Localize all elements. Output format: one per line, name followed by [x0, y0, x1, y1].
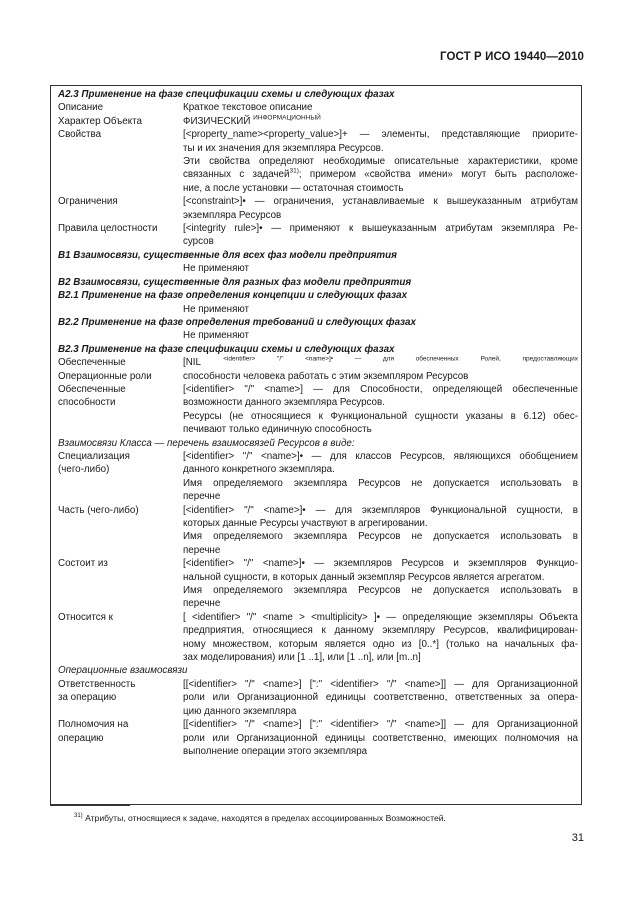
value-line: Имя определяемого экземпляра Ресурсов не допускается использовать в	[183, 477, 578, 489]
row-value	[183, 303, 578, 316]
document-code: ГОСТ Р ИСО 19440—2010	[439, 51, 584, 63]
value-line: [<identifier> "/" <name>]• — экземпляров Ресурсов и экземпляров Функцио-	[183, 558, 578, 570]
value-line: Эти свойства определяют необходимые описательные характеристики, кроме	[183, 156, 578, 168]
value-line: возможности данного экземпляра Ресурсов.	[183, 397, 385, 409]
subsection-caption: Взаимосвязи Класса — перечень взаимосвязей Ресурсов в виде:	[58, 437, 355, 449]
row-label	[58, 410, 183, 437]
value-line: [<constraint>]• — ограничения, устанавливаемые к вышеуказанным атрибутам	[183, 196, 578, 208]
value-line: которых данные Ресурсы участвуют в агрегировании.	[183, 518, 428, 529]
value-line: нальной сущности, в которых данный экземпляр Ресурсов является агрегатом.	[183, 571, 545, 583]
section-heading: В2.1 Применение на фазе определения концепции и следующих фазах	[58, 290, 408, 302]
row-value	[183, 195, 578, 222]
value-line: Имя определяемого экземпляра Ресурсов не допускается использовать в	[183, 531, 578, 543]
row-label: Описание	[58, 102, 104, 114]
footnote-ref: ИНФОРМАЦИОННЫЙ	[253, 114, 321, 122]
row-value	[183, 530, 578, 557]
row-value	[183, 329, 578, 342]
value-line: ному множеством, которым является одно из [0..*] (только на начальных фа-	[183, 638, 578, 650]
value-line: [NIL $^{<identifier> "/" <name>]• — для обеспеченных Ролей, предоставляющих}$	[183, 355, 578, 369]
table-row	[58, 222, 578, 249]
row-label: Относится к	[58, 611, 113, 623]
table-row	[58, 356, 578, 383]
row-label	[58, 303, 183, 316]
footnote-divider	[50, 805, 130, 806]
row-value	[183, 557, 578, 584]
table-row	[58, 410, 578, 437]
row-label	[58, 262, 183, 275]
table-row	[58, 128, 578, 155]
row-value	[183, 262, 578, 275]
table-row	[58, 678, 578, 718]
footnote-ref: 31)	[289, 168, 299, 176]
value-line: экземпляра Ресурсов	[183, 209, 282, 221]
value-line: [ <identifier> "/" <name > <multiplicity> ]• — определяющие экземпляры Объекта	[183, 611, 578, 623]
row-value	[183, 718, 578, 758]
table-row	[58, 101, 578, 114]
footnote	[74, 813, 446, 823]
value-line: [[<identifier> "/" <name>] [":" <identifier> "/" <name>]] — для Организационной	[183, 719, 578, 731]
section-heading: В1 Взаимосвязи, существенные для всех фаз модели предприятия	[58, 249, 397, 261]
row-value	[183, 222, 578, 249]
value-line: Не применяют	[183, 263, 249, 275]
row-label: Ответственность за операцию	[58, 678, 136, 704]
footnote-ref: <identifier> "/" <name>]• — для обеспеченных Ролей, предоставляющих	[223, 355, 578, 363]
value-line: ние, а после установки — остаточная стоимость	[183, 182, 404, 194]
row-label	[58, 477, 183, 504]
value-line: [<integrity rule>]• — применяют к вышеуказанным атрибутам экземпляра Ре-	[183, 223, 578, 235]
table-row	[58, 262, 578, 275]
row-label	[58, 155, 183, 195]
row-value	[183, 383, 578, 410]
value-line: перечне	[183, 491, 221, 503]
row-value	[183, 155, 578, 195]
row-label: Специализация (чего-либо)	[58, 450, 130, 476]
value-line: Ресурсы (не относящиеся к Функциональной сущности указаны в 6.12) обес-	[183, 410, 578, 422]
value-line: роли или Организационной единицы соответственно, имеющих полномочия на	[183, 732, 578, 744]
value-line: [<property_name><property_value>]+ — элементы, представляющие приорите-	[183, 129, 578, 141]
row-label: Состоит из	[58, 558, 108, 570]
table-row	[58, 504, 578, 531]
row-value	[183, 678, 578, 718]
value-line: предприятия, относящиеся к данному экземпляру Ресурсов, квалифицирован-	[183, 625, 578, 637]
table-row	[58, 115, 578, 128]
table-row	[58, 195, 578, 222]
row-label: Обеспеченные Операционные роли	[58, 357, 152, 382]
page-number: 31	[571, 832, 584, 844]
value-line: перечне	[183, 544, 221, 556]
value-line: зах моделирования) или [1 ..1], или [1 ..n], или [m..n]	[183, 652, 421, 664]
subsection-caption: Операционные взаимосвязи	[58, 665, 188, 677]
row-label: Свойства	[58, 129, 102, 141]
row-value	[183, 101, 578, 114]
value-line: Краткое текстовое описание	[183, 102, 313, 114]
table-row	[58, 477, 578, 504]
value-line: [<identifier> "/" <name>]• — для экземпляров Функциональной сущности, в	[183, 504, 578, 516]
value-line: ФИЗИЧЕСКИЙ $^{ИНФОРМАЦИОННЫЙ}$	[183, 114, 321, 127]
value-line: связанных с задачей$^{31)}$; примером «свойства имени» могут быть расположе-	[183, 168, 578, 181]
table-row	[58, 530, 578, 557]
attribute-table	[58, 88, 578, 758]
value-line: сурсов	[183, 236, 214, 248]
row-value	[183, 504, 578, 531]
table-row	[58, 557, 578, 584]
row-label: Правила целостности	[58, 223, 158, 235]
row-label	[58, 530, 183, 557]
value-line: данного конкретного экземпляра.	[183, 464, 335, 476]
row-label	[58, 329, 183, 342]
value-line: способности человека работать с этим экземпляром Ресурсов	[183, 370, 469, 382]
footnote-mark: 31)	[74, 813, 83, 820]
value-line: Имя определяемого экземпляра Ресурсов не допускается использовать в	[183, 585, 578, 597]
section-heading: В2 Взаимосвязи, существенные для разных фаз модели предприятия	[58, 276, 412, 288]
row-label: Часть (чего-либо)	[58, 504, 139, 516]
table-row	[58, 718, 578, 758]
section-heading: В2.3 Применение на фазе спецификации схемы и следующих фазах	[58, 343, 395, 355]
value-line: Не применяют	[183, 330, 249, 342]
row-label: Характер Объекта	[58, 115, 142, 127]
value-line: печивают только единичную способность	[183, 424, 372, 436]
row-value	[183, 584, 578, 611]
row-value	[183, 356, 578, 383]
row-value	[183, 115, 578, 128]
row-label: Ограничения	[58, 196, 118, 208]
footnote-text: Атрибуты, относящиеся к задаче, находятся в пределах ассоциированных Возможностей.	[85, 813, 446, 823]
row-value	[183, 410, 578, 437]
value-line: ты и их значения для экземпляра Ресурсов.	[183, 142, 384, 154]
section-heading: В2.2 Применение на фазе определения требований и следующих фазах	[58, 316, 416, 328]
value-line: [<identifier> "/" <name>] — для Способности, определяющей обеспеченные	[183, 383, 578, 395]
value-line: выполнение операции этого экземпляра	[183, 745, 368, 757]
value-line: цию данного экземпляра	[183, 705, 297, 717]
value-line: [[<identifier> "/" <name>] [":" <identifier> "/" <name>]] — для Организационной	[183, 678, 578, 690]
value-line: роли или Организационной единицы соответственно, ответственных за опера-	[183, 692, 578, 704]
row-label: Полномочия на операцию	[58, 719, 129, 744]
row-value	[183, 611, 578, 665]
table-row	[58, 584, 578, 611]
table-row	[58, 155, 578, 195]
table-row	[58, 329, 578, 342]
table-row	[58, 303, 578, 316]
row-value	[183, 450, 578, 477]
table-row	[58, 611, 578, 665]
table-row	[58, 450, 578, 477]
section-heading: А2.3 Применение на фазе спецификации схемы и следующих фазах	[58, 89, 395, 100]
table-row	[58, 383, 578, 410]
row-value	[183, 128, 578, 155]
value-line: Не применяют	[183, 303, 249, 315]
row-label: Обеспеченные способности	[58, 383, 126, 409]
value-line: перечне	[183, 598, 221, 610]
row-value	[183, 477, 578, 504]
value-line: [<identifier> "/" <name>]• — для классов Ресурсов, являющихся обобщением	[183, 450, 578, 462]
row-label	[58, 584, 183, 611]
